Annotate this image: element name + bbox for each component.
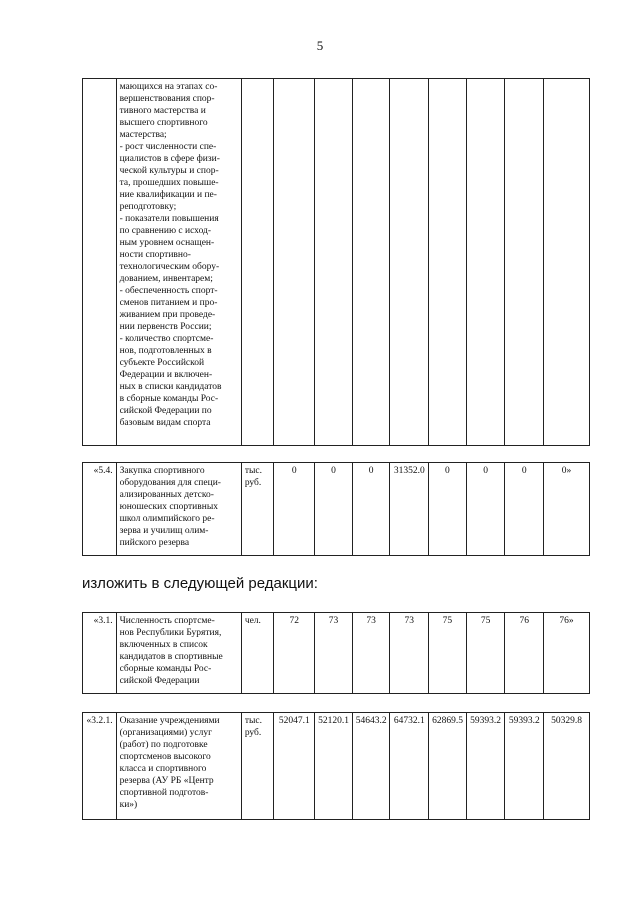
value-cell: 73 — [315, 613, 353, 694]
table-row — [83, 713, 590, 820]
description-line: спортивной подготов- — [119, 788, 209, 798]
description-line: сийской Федерации — [119, 676, 200, 686]
description-line: субъекте Российской — [119, 358, 205, 368]
row-number-cell: «5.4. — [83, 463, 117, 556]
unit-cell — [241, 613, 274, 694]
description-line: - показатели повышения — [119, 214, 219, 224]
row-description-cell — [116, 463, 241, 556]
description-line: сменов питанием и про- — [119, 298, 218, 308]
value-cell: 0 — [429, 463, 467, 556]
description-line: ных в списки кандидатов — [119, 382, 222, 392]
value-cell — [352, 79, 390, 446]
value-cell — [429, 79, 467, 446]
description-line: мающихся на этапах со- — [119, 82, 218, 92]
description-line: включенных в список — [119, 640, 208, 650]
value-cell: 52047.1 — [274, 713, 315, 820]
description-line: мастерства; — [119, 130, 167, 140]
description-line: ки») — [119, 800, 138, 810]
description-line: нов, подготовленных в — [119, 346, 212, 356]
description-line: Оказание учреждениями — [119, 716, 220, 726]
value-cell: 31352.0 — [390, 463, 429, 556]
description-line: технологическим обору- — [119, 262, 220, 272]
table-row — [83, 79, 590, 446]
description-line: спортсменов высокого — [119, 752, 211, 762]
value-cell: 54643.2 — [352, 713, 390, 820]
value-cell: 64732.1 — [390, 713, 429, 820]
description-line: нов Республики Бурятия, — [119, 628, 222, 638]
value-cell — [466, 79, 505, 446]
table-row-3-1 — [82, 612, 590, 694]
unit-cell — [241, 463, 274, 556]
description-line: по сравнению с исход- — [119, 226, 212, 236]
description-line: зерва и училищ олим- — [119, 526, 209, 536]
value-cell: 0 — [466, 463, 505, 556]
value-cell: 72 — [274, 613, 315, 694]
row-number-cell: «3.2.1. — [83, 713, 117, 820]
value-cell: 59393.2 — [466, 713, 505, 820]
unit-line: руб. — [244, 478, 262, 488]
row-number-cell — [83, 79, 117, 446]
description-line: - количество спортсме- — [119, 334, 214, 344]
description-line: резерва (АУ РБ «Центр — [119, 776, 214, 786]
description-line: Численность спортсме- — [119, 616, 215, 626]
value-cell: 75 — [429, 613, 467, 694]
description-line: - рост численности спе- — [119, 142, 217, 152]
description-line: ческой культуры и спор- — [119, 166, 219, 176]
unit-line: тыс. — [244, 716, 262, 726]
description-line: сборные команды Рос- — [119, 664, 212, 674]
description-line: Федерации и включен- — [119, 370, 213, 380]
description-line: та, прошедших повыше- — [119, 178, 219, 188]
value-cell: 0 — [274, 463, 315, 556]
value-cell — [390, 79, 429, 446]
description-line: сийской Федерации по — [119, 406, 212, 416]
description-line: базовым видам спорта — [119, 418, 211, 428]
value-cell: 0 — [352, 463, 390, 556]
description-line: оборудования для специ- — [119, 478, 221, 488]
page-number: 5 — [316, 38, 324, 53]
value-cell — [544, 79, 590, 446]
indicator-table-continuation — [82, 78, 590, 446]
table-row-3-2-1 — [82, 712, 590, 820]
value-cell: 52120.1 — [315, 713, 353, 820]
unit-line: чел. — [244, 616, 261, 626]
value-cell: 0 — [505, 463, 544, 556]
description-line: юношеских спортивных — [119, 502, 218, 512]
description-line: школ олимпийского ре- — [119, 514, 215, 524]
replace-heading: изложить в следующей редакции: — [82, 575, 318, 592]
description-line: вершенствования спор- — [119, 94, 215, 104]
value-cell: 76» — [544, 613, 590, 694]
description-line: ным уровнем оснащен- — [119, 238, 215, 248]
row-description-cell — [116, 613, 241, 694]
value-cell: 73 — [390, 613, 429, 694]
description-line: циалистов в сфере физи- — [119, 154, 220, 164]
table-row — [83, 463, 590, 556]
unit-cell — [241, 713, 274, 820]
row-number-cell: «3.1. — [83, 613, 117, 694]
description-line: ализированных детско- — [119, 490, 214, 500]
description-line: реподготовку; — [119, 202, 177, 212]
value-cell: 0 — [315, 463, 353, 556]
value-cell: 73 — [352, 613, 390, 694]
description-line: Закупка спортивного — [119, 466, 205, 476]
description-line: живанием при проведе- — [119, 310, 216, 320]
description-line: пийского резерва — [119, 538, 190, 548]
description-line: кандидатов в спортивные — [119, 652, 223, 662]
value-cell: 62869.5 — [429, 713, 467, 820]
description-line: дованием, инвентарем; — [119, 274, 213, 284]
table-row-5-4 — [82, 462, 590, 556]
value-cell: 0» — [544, 463, 590, 556]
description-line: ние квалификации и пе- — [119, 190, 217, 200]
description-line: (работ) по подготовке — [119, 740, 208, 750]
value-cell: 75 — [466, 613, 505, 694]
value-cell — [274, 79, 315, 446]
unit-cell — [241, 79, 274, 446]
row-description-cell — [116, 713, 241, 820]
value-cell: 59393.2 — [505, 713, 544, 820]
row-description-cell — [116, 79, 241, 446]
unit-line: руб. — [244, 728, 262, 738]
value-cell: 50329.8 — [544, 713, 590, 820]
value-cell — [505, 79, 544, 446]
table-row — [83, 613, 590, 694]
description-line: тивного мастерства и — [119, 106, 206, 116]
description-line: высшего спортивного — [119, 118, 208, 128]
description-line: класса и спортивного — [119, 764, 207, 774]
unit-line: тыс. — [244, 466, 262, 476]
description-line: ности спортивно- — [119, 250, 191, 260]
description-line: - обеспеченность спорт- — [119, 286, 218, 296]
description-line: нии первенств России; — [119, 322, 212, 332]
value-cell: 76 — [505, 613, 544, 694]
description-line: в сборные команды Рос- — [119, 394, 219, 404]
description-line: (организациями) услуг — [119, 728, 213, 738]
value-cell — [315, 79, 353, 446]
